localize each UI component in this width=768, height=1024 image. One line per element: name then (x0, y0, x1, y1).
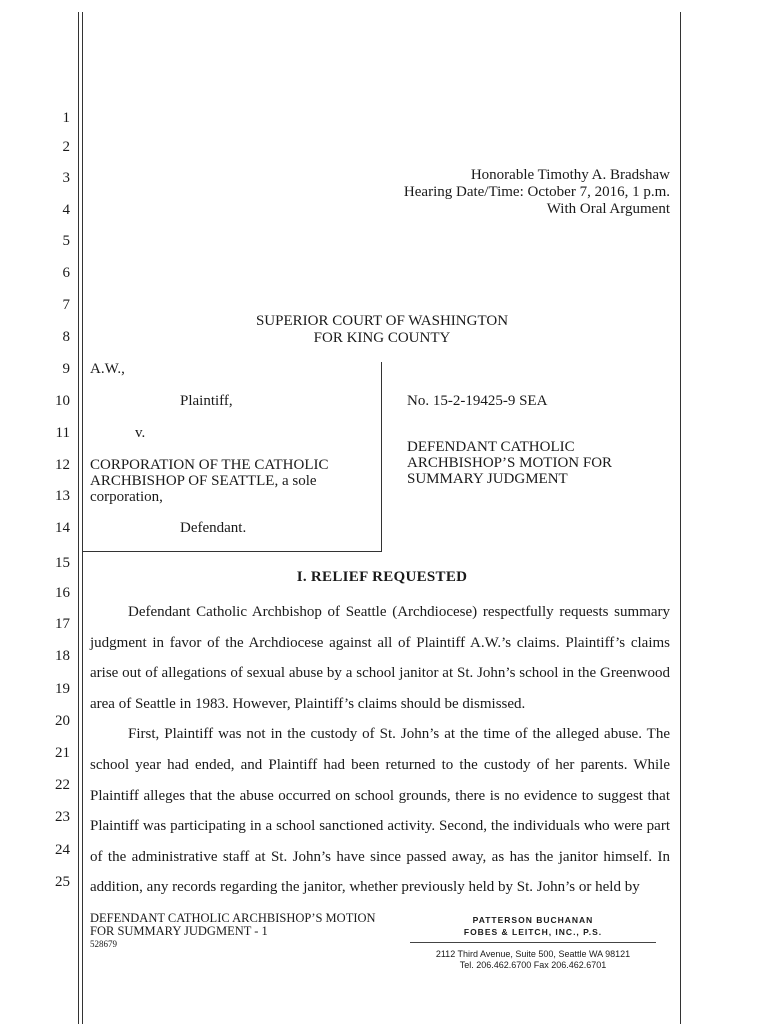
line-number: 4 (62, 202, 70, 218)
line-number: 10 (55, 393, 70, 409)
line-number: 2 (62, 139, 70, 155)
line-number: 18 (55, 648, 70, 664)
court-county: FOR KING COUNTY (313, 330, 451, 346)
motion-title-line2: ARCHBISHOP’S MOTION FOR (407, 455, 613, 471)
line-number: 14 (55, 520, 70, 536)
court-name: SUPERIOR COURT OF WASHINGTON (255, 313, 509, 329)
defendant-name-line2: ARCHBISHOP OF SEATTLE, a sole (90, 473, 317, 489)
oral-argument-note: With Oral Argument (546, 201, 670, 217)
line-number: 7 (62, 297, 70, 313)
judge-name: Honorable Timothy A. Bradshaw (470, 167, 670, 183)
plaintiff-role: Plaintiff, (180, 393, 233, 409)
firm-name-line2: FOBES & LEITCH, INC., P.S. (463, 927, 603, 937)
defendant-name-line3: corporation, (90, 489, 163, 505)
line-number: 24 (55, 842, 70, 858)
caption-divider-horizontal (82, 551, 382, 552)
defendant-role: Defendant. (180, 520, 247, 536)
line-number: 13 (55, 488, 70, 504)
line-number: 9 (62, 361, 70, 377)
line-number: 5 (62, 233, 70, 249)
line-number: 8 (62, 329, 70, 345)
plaintiff-name: A.W., (90, 361, 125, 377)
motion-body (90, 597, 670, 903)
paragraph: First, Plaintiff was not in the custody of St. John’s at the time of the alleged abuse. The school year had ended, and Plaintiff had been returned to the custody of her parents. While Plaintiff alleges that the abuse occurred on school grounds, there is no evidence to suggest that Plaintiff was participating in a school sanctioned activity. Second, the individuals who were part of the administrative staff at St. John’s have since passed away, as has the janitor himself. In addition, any records regarding the janitor, whether previously held by St. John’s or held by (90, 726, 670, 896)
line-number: 20 (55, 713, 70, 729)
hearing-block (404, 167, 670, 218)
line-number: 3 (62, 170, 70, 186)
line-number: 1 (62, 110, 70, 126)
motion-title-line1: DEFENDANT CATHOLIC (407, 439, 575, 455)
motion-title-line3: SUMMARY JUDGMENT (407, 471, 568, 487)
line-number: 19 (55, 681, 70, 697)
firm-phone: Tel. 206.462.6700 Fax 206.462.6701 (459, 960, 607, 970)
firm-block (410, 914, 656, 971)
line-number: 22 (55, 777, 70, 793)
line-number: 25 (55, 874, 70, 890)
line-number: 16 (55, 585, 70, 601)
line-number: 21 (55, 745, 70, 761)
firm-address: 2112 Third Avenue, Suite 500, Seattle WA 98121 (435, 949, 631, 959)
line-number: 15 (55, 555, 70, 571)
firm-divider (410, 942, 656, 943)
case-number: No. 15-2-19425-9 SEA (407, 393, 548, 409)
firm-name-line1: PATTERSON BUCHANAN (472, 915, 594, 925)
hearing-date: Hearing Date/Time: October 7, 2016, 1 p.m. (403, 184, 670, 200)
line-number: 11 (55, 425, 70, 441)
line-number: 12 (55, 457, 70, 473)
paragraph: Defendant Catholic Archbishop of Seattle (Archdiocese) respectfully requests summary judgment in favor of the Archdiocese against all of Plaintiff A.W.’s claims. Plaintiff’s claims arise out of allegations of sexual abuse by a school janitor at St. John’s school in the Greenwood area of Seattle in 1983. However, Plaintiff’s claims should be dismissed. (90, 604, 670, 712)
defendant-name-line1: CORPORATION OF THE CATHOLIC (90, 457, 329, 473)
footer-title (90, 912, 376, 951)
versus: v. (135, 425, 146, 441)
line-number: 23 (55, 809, 70, 825)
line-number: 6 (62, 265, 70, 281)
footer-title-line1: DEFENDANT CATHOLIC ARCHBISHOP’S MOTION (90, 911, 376, 925)
section-heading: I. RELIEF REQUESTED (296, 569, 468, 585)
caption-divider-vertical (381, 362, 382, 552)
right-margin-rule (680, 12, 681, 1024)
left-margin-rule-inner (82, 12, 83, 1024)
court-title (90, 313, 674, 347)
document-number: 528679 (90, 939, 117, 949)
footer-title-line2: FOR SUMMARY JUDGMENT - 1 (90, 924, 268, 938)
line-number: 17 (55, 616, 70, 632)
left-margin-rule (78, 12, 79, 1024)
